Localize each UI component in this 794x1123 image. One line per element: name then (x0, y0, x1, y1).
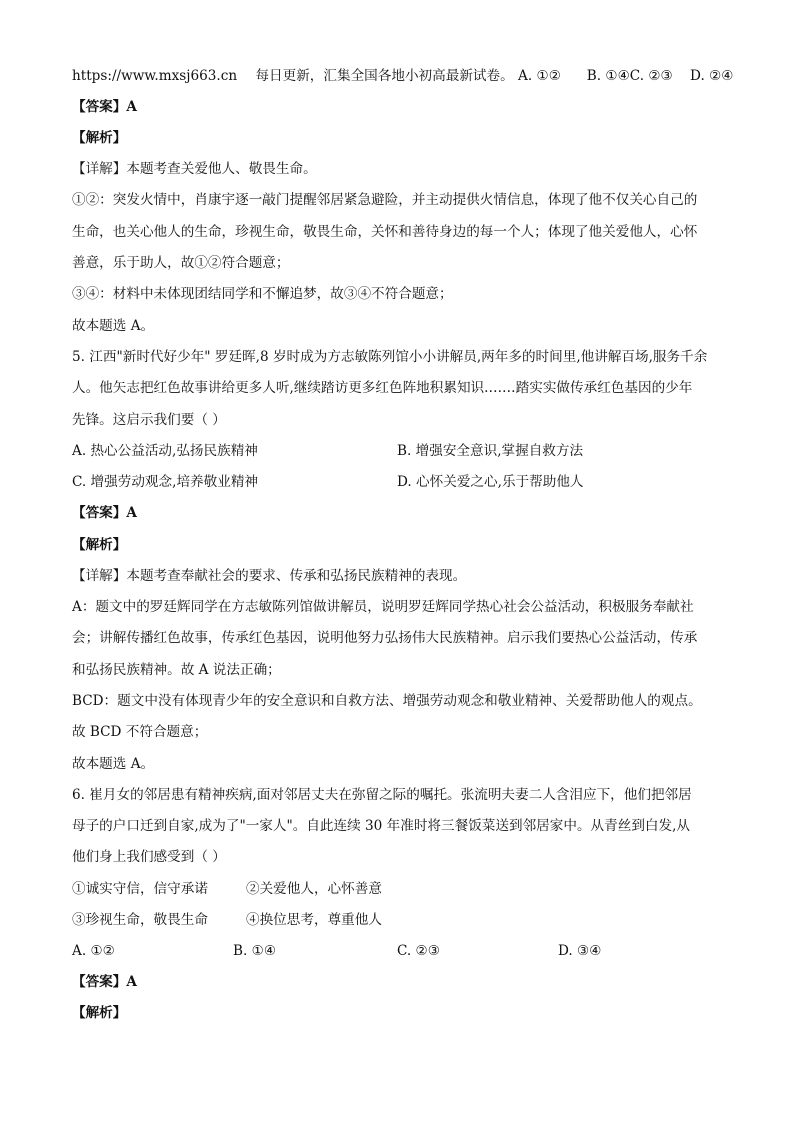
q5-a-line3: 和弘扬民族精神。故 A 说法正确； (72, 662, 281, 678)
q5-bcd-line1: BCD：题文中没有体现青少年的安全意识和自救方法、增强劳动观念和敬业精神、关爱帮助他人的观点。 (72, 693, 702, 709)
source-url: https://www.mxsj663.cn (72, 68, 238, 84)
q5-a-line2: 会；讲解传播红色故事，传承红色基因，说明他努力弘扬伟大民族精神。启示我们要热心公益活动，传承 (72, 630, 698, 646)
q5-option-d: D. 心怀关爱之心,乐于帮助他人 (397, 474, 584, 490)
q5-option-b: B. 增强安全意识,掌握自救方法 (397, 443, 584, 459)
q5-answer: 【答案】A (72, 505, 137, 521)
q4-conclusion: 故本题选 A。 (72, 318, 155, 334)
q5-option-a: A. 热心公益活动,弘扬民族精神 (72, 443, 258, 459)
source-slogan: 每日更新，汇集全国各地小初高最新试卷。 (255, 68, 514, 84)
q6-item-4: ④换位思考，尊重他人 (246, 912, 382, 928)
q4-para1-line2: 生命，也关心他人的生命，珍视生命，敬畏生命，关怀和善待身边的每一个人；体现了他关爱他人，心怀 (72, 224, 698, 240)
q4-detail: 【详解】本题考查关爱他人、敬畏生命。 (72, 161, 317, 177)
q5-option-c: C. 增强劳动观念,培养敬业精神 (72, 474, 259, 490)
q5-a-line1: A：题文中的罗廷辉同学在方志敏陈列馆做讲解员，说明罗廷辉同学热心社会公益活动，积极服务奉献社 (72, 599, 694, 615)
q6-stem-line3: 他们身上我们感受到（ ） (72, 849, 226, 865)
q5-detail: 【详解】本题考查奉献社会的要求、传承和弘扬民族精神的表现。 (72, 568, 467, 584)
q5-analysis: 【解析】 (72, 537, 127, 553)
q6-item-1: ①诚实守信，信守承诺 (72, 881, 208, 897)
q6-answer: 【答案】A (72, 974, 137, 990)
q4-para1-line3: 善意，乐于助人，故①②符合题意； (72, 255, 290, 271)
q4-analysis: 【解析】 (72, 130, 127, 146)
q6-stem-line1: 6. 崔月女的邻居患有精神疾病,面对邻居丈夫在弥留之际的嘱托。张流明夫妻二人含泪应下，他们把邻居 (72, 787, 692, 803)
q6-item-2: ②关爱他人，心怀善意 (246, 881, 382, 897)
header-line (72, 66, 733, 86)
q5-stem-line1: 5. 江西"新时代好少年" 罗廷晖,8 岁时成为方志敏陈列馆小小讲解员,两年多的时间里,他讲解百场,服务千余 (72, 349, 708, 365)
q5-bcd-line2: 故 BCD 不符合题意； (72, 724, 208, 740)
q6-option-c: C. ②③ (397, 943, 440, 959)
q5-stem-line3: 先锋。这启示我们要（ ） (72, 412, 226, 428)
q5-conclusion: 故本题选 A。 (72, 756, 155, 772)
q6-option-a: A. ①② (72, 943, 115, 959)
q6-option-d: D. ③④ (558, 943, 602, 959)
prev-question-options: A. ①② B. ①④C. ②③ D. ②④ (518, 68, 734, 84)
q6-analysis: 【解析】 (72, 1005, 127, 1021)
q4-answer: 【答案】A (72, 99, 137, 115)
q6-stem-line2: 母子的户口迁到自家,成为了"一家人"。自此连续 30 年准时将三餐饭菜送到邻居家中。从青丝到白发,从 (72, 818, 691, 834)
q4-para1-line1: ①②：突发火情中，肖康宇逐一敲门提醒邻居紧急避险，并主动提供火情信息，体现了他不仅关心自己的 (72, 192, 698, 208)
q4-para2: ③④：材料中未体现团结同学和不懈追梦，故③④不符合题意； (72, 286, 453, 302)
q6-option-b: B. ①④ (233, 943, 277, 959)
q5-stem-line2: 人。他矢志把红色故事讲给更多人听,继续踏访更多红色阵地积累知识.……踏实实做传承红色基因的少年 (72, 380, 693, 396)
q6-item-3: ③珍视生命，敬畏生命 (72, 912, 208, 928)
